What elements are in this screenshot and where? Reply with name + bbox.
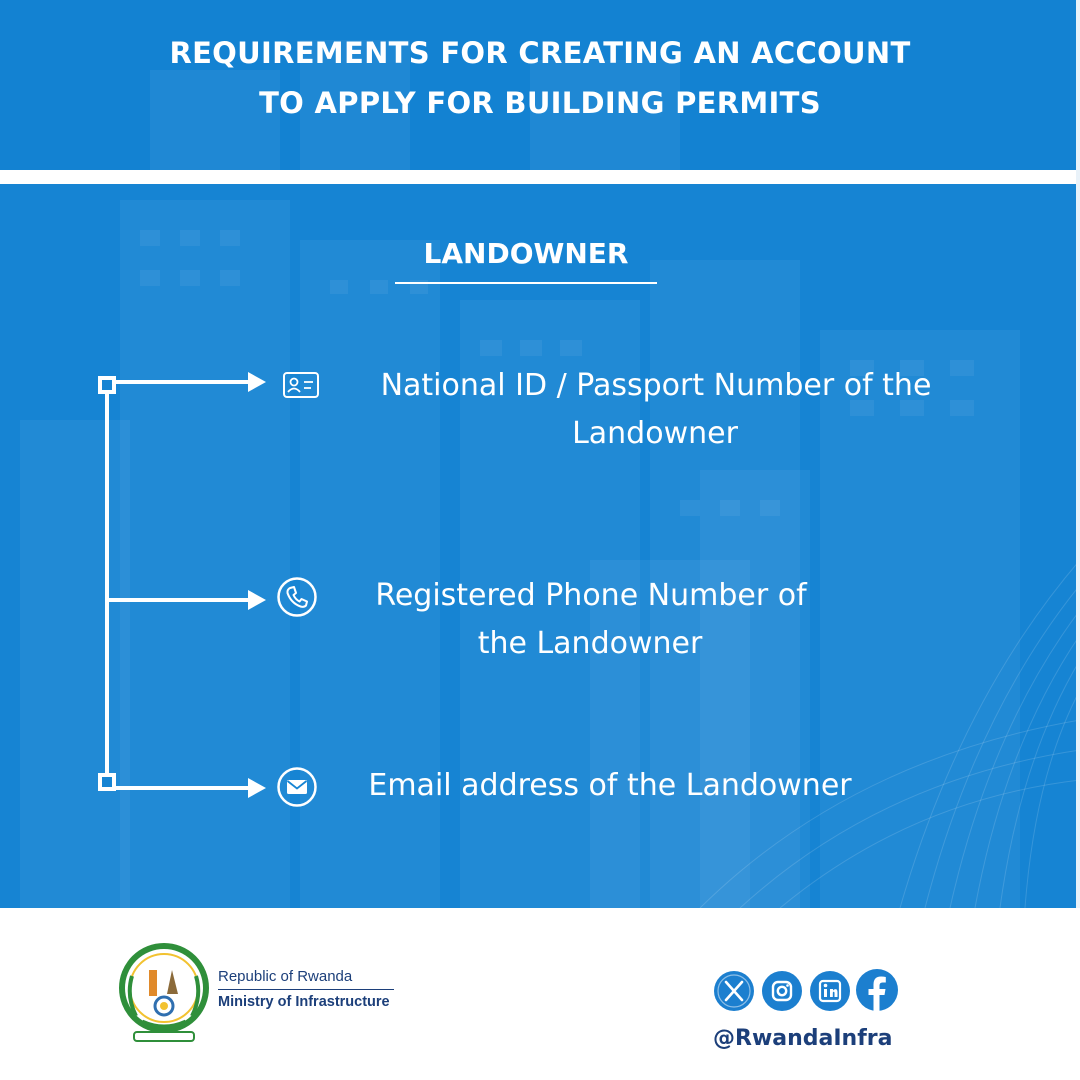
section-heading: LANDOWNER: [423, 237, 629, 270]
instagram-icon[interactable]: [761, 970, 803, 1012]
requirement-phone-line-2: the Landowner: [477, 626, 703, 661]
ministry-label: [218, 968, 394, 1011]
ministry-divider: [218, 989, 394, 990]
ministry-name: Ministry of Infrastructure: [218, 994, 390, 1010]
requirement-id-line-2: Landowner: [572, 416, 738, 451]
id-card-icon: [282, 370, 320, 400]
requirement-email-line-1: Email address of the Landowner: [368, 768, 852, 803]
phone-icon: [276, 576, 318, 618]
social-handle[interactable]: @RwandaInfra: [713, 1026, 893, 1051]
coat-of-arms-emblem: [118, 936, 210, 1048]
country-name: Republic of Rwanda: [218, 968, 353, 985]
email-icon: [276, 766, 318, 808]
title-line-2: TO APPLY FOR BUILDING PERMITS: [259, 86, 821, 120]
x-icon[interactable]: [713, 970, 755, 1012]
footer: [0, 908, 1080, 1080]
requirement-id-line-1: National ID / Passport Number of the: [380, 368, 932, 403]
requirement-phone-line-1: Registered Phone Number of: [375, 578, 807, 613]
linkedin-icon[interactable]: [809, 970, 851, 1012]
title-line-1: REQUIREMENTS FOR CREATING AN ACCOUNT: [169, 36, 911, 70]
facebook-icon[interactable]: [855, 968, 899, 1012]
